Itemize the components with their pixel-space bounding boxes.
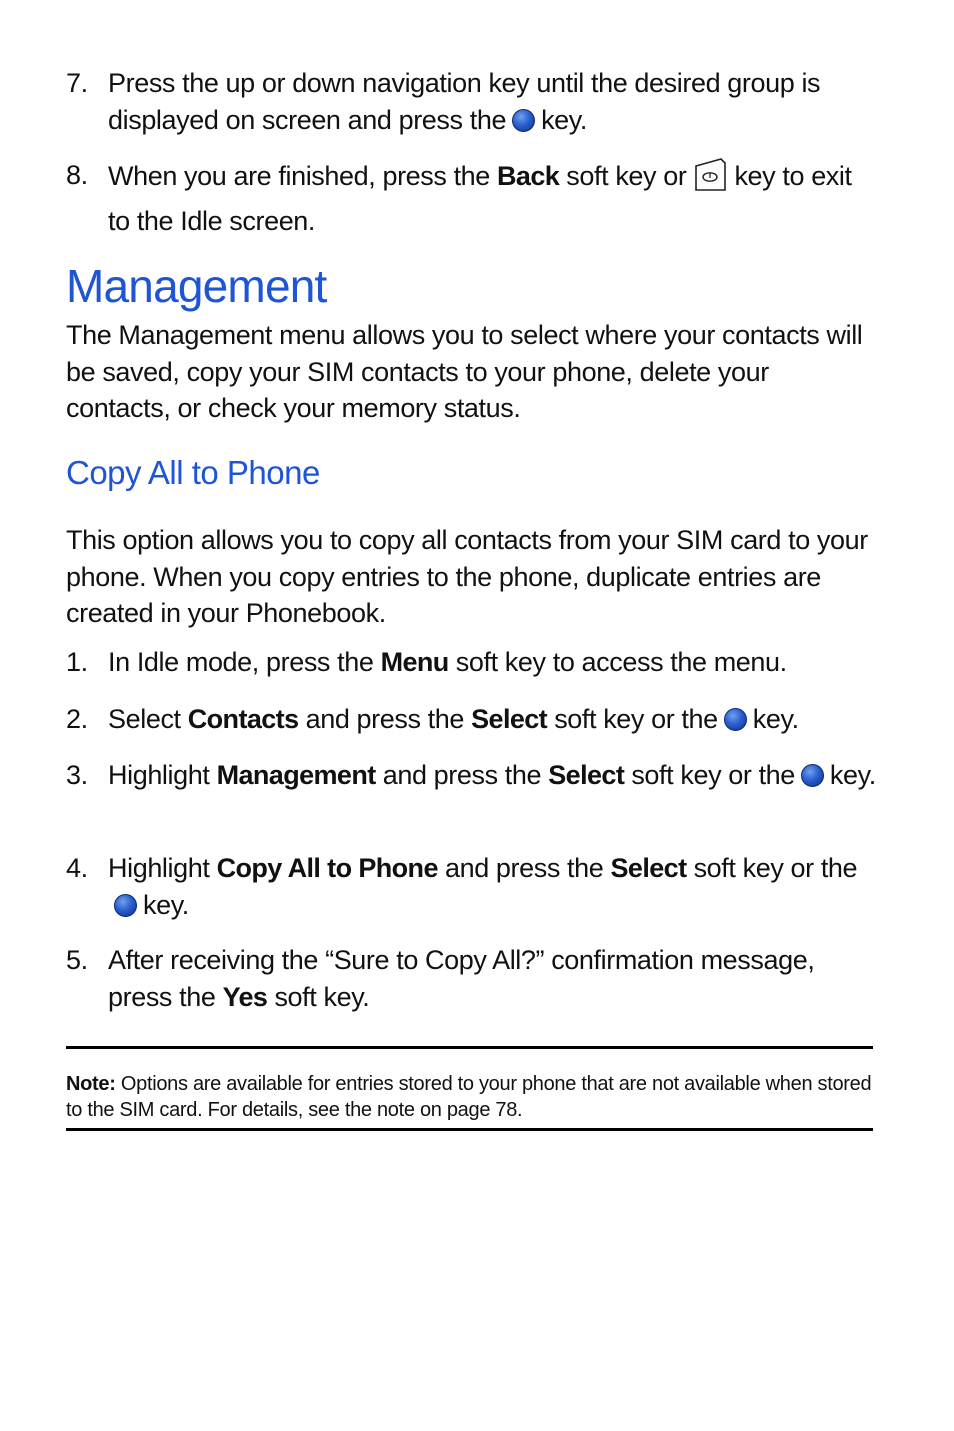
- step-text: Highlight Management and press the Select soft key or the key.: [108, 760, 876, 790]
- step-number: 7.: [66, 68, 88, 98]
- step-text: After receiving the “Sure to Copy All?” confirmation message, press the Yes soft key.: [108, 945, 815, 1012]
- step-number: 4.: [66, 853, 88, 883]
- step-text: In Idle mode, press the Menu soft key to access the menu.: [108, 647, 787, 677]
- select-key-icon: [114, 894, 137, 917]
- step-number: 2.: [66, 704, 88, 734]
- step-text: When you are finished, press the Back soft key or key to exit to the Idle screen.: [108, 157, 876, 240]
- end-key-icon: [692, 157, 728, 203]
- step-text: Select Contacts and press the Select soft key or the key.: [108, 704, 799, 734]
- note-box: [66, 1072, 876, 1123]
- step-text: Press the up or down navigation key until the desired group is displayed on screen and press the key.: [108, 68, 821, 135]
- subsection-heading-copy-all: Copy All to Phone: [66, 454, 320, 491]
- step-text: Highlight Copy All to Phone and press the Select soft key or thekey.: [108, 853, 858, 920]
- management-intro: The Management menu allows you to select where your contacts will be saved, copy your SIM contacts to your phone, delete your contacts, or check your memory status.: [66, 320, 863, 423]
- note-text: Options are available for entries stored to your phone that are not available when stored to the SIM card. For details, see the note on page 78.: [66, 1073, 872, 1121]
- step-number: 1.: [66, 647, 88, 677]
- section-heading-management: Management: [66, 260, 327, 312]
- step-number: 8.: [66, 160, 88, 190]
- note-top-rule: [66, 1046, 873, 1049]
- step-number: 3.: [66, 760, 88, 790]
- select-key-icon: [512, 109, 535, 132]
- select-key-icon: [724, 708, 747, 731]
- step-number: 5.: [66, 945, 88, 975]
- copy-all-intro: This option allows you to copy all contacts from your SIM card to your phone. When you copy entries to the phone, duplicate entries are created in your Phonebook.: [66, 525, 868, 628]
- note-label: Note:: [66, 1073, 116, 1095]
- select-key-icon: [801, 764, 824, 787]
- note-bottom-rule: [66, 1128, 873, 1131]
